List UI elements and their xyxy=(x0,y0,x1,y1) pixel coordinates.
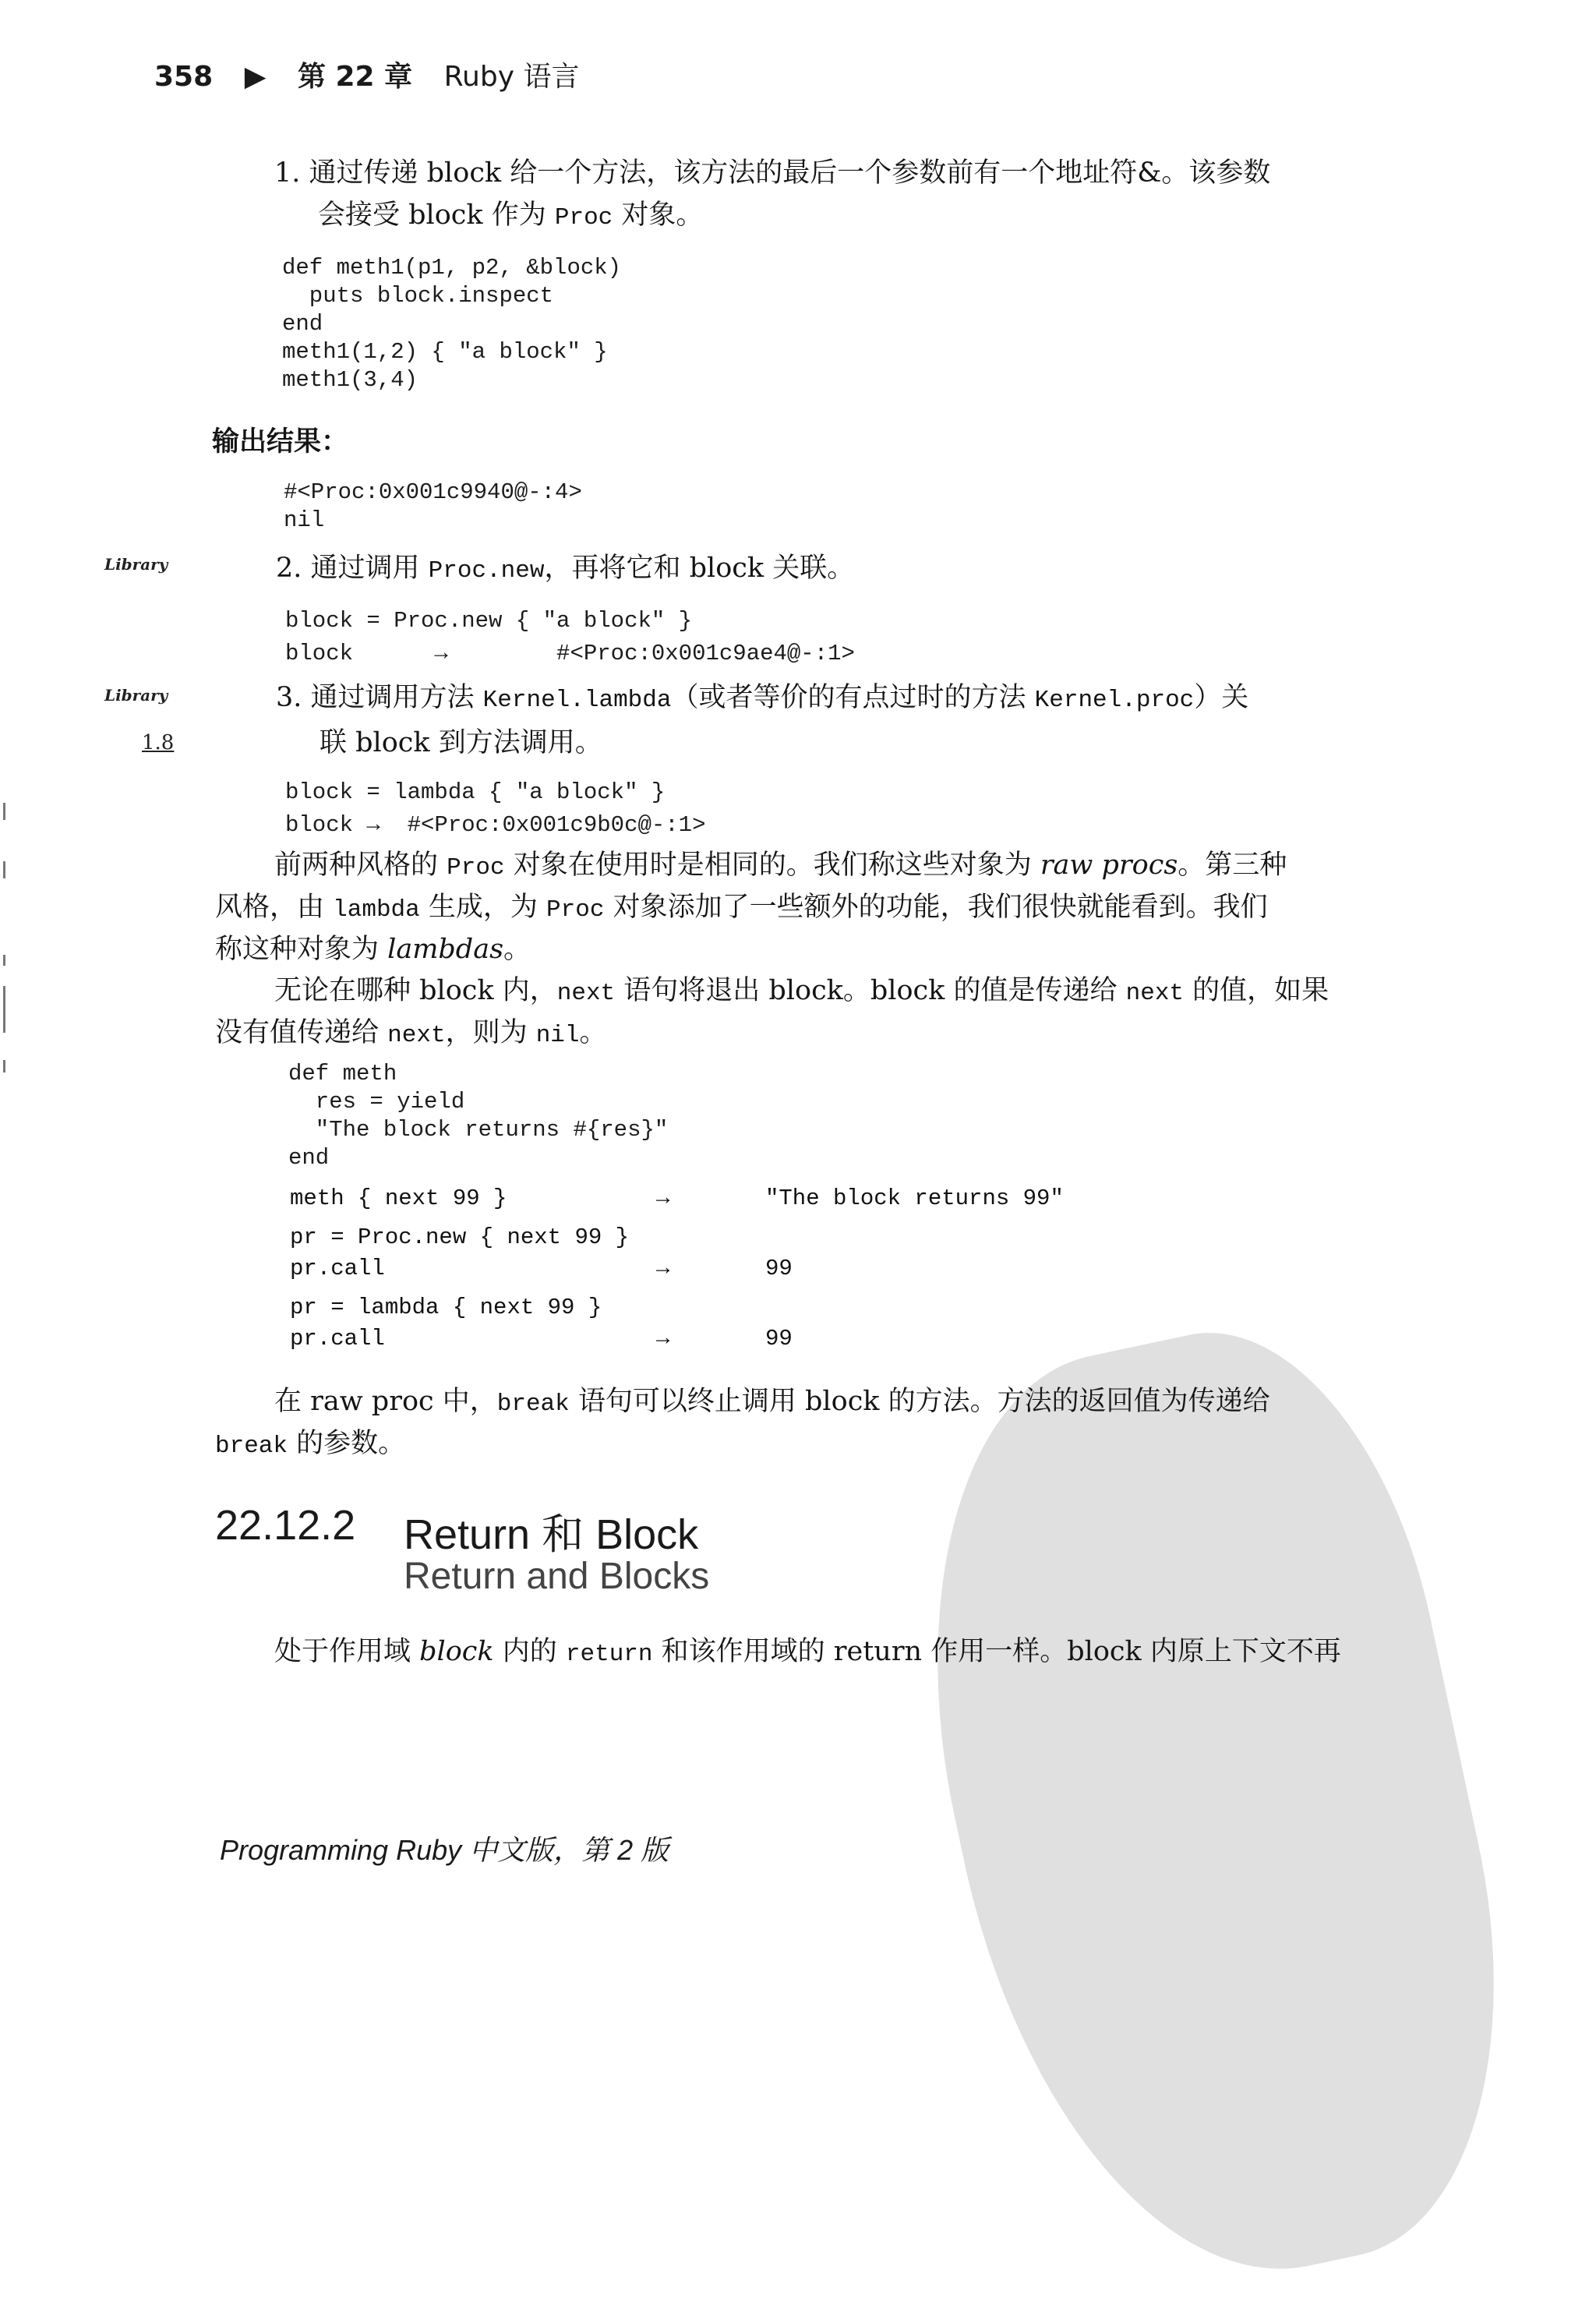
chapter-label: 第 22 章 xyxy=(297,61,413,93)
paragraph-proc-styles: 前两种风格的 Proc 对象在使用时是相同的。我们称这些对象为 raw procs。第三种 风格，由 lambda 生成，为 Proc 对象添加了一些额外的功能，我们很快就能看到。我们 称这种对象为 lambdas。 xyxy=(215,850,1287,965)
arrow-icon: ▶ xyxy=(244,61,267,93)
page-number: 358 xyxy=(154,61,214,93)
code-row: pr.call → 99 xyxy=(290,1326,793,1352)
list-item-1-line1: 1. 通过传递 block 给一个方法，该方法的最后一个参数前有一个地址符&。该参数 xyxy=(274,157,1271,189)
inline-code: Kernel.proc xyxy=(1034,687,1195,714)
list-item-1 xyxy=(274,152,1350,239)
code-block-meth: def meth res = yield "The block returns #{res}" end xyxy=(288,1061,669,1171)
code-block-output: #<Proc:0x001c9940@-:4> nil xyxy=(284,479,582,533)
code-row: pr = lambda { next 99 } xyxy=(290,1295,602,1320)
inline-code: Kernel.lambda xyxy=(482,687,672,714)
code-row: meth { next 99 } → "The block returns 99" xyxy=(290,1186,1064,1211)
chapter-title: Ruby 语言 xyxy=(443,61,580,93)
page-header xyxy=(154,55,601,94)
section-title: Return 和 Block xyxy=(404,1511,699,1558)
scan-mark xyxy=(3,861,5,878)
list-item-3-line2: 联 block 到方法调用。 xyxy=(320,727,602,758)
inline-code: Proc.new xyxy=(428,557,545,585)
output-label: 输出结果： xyxy=(212,426,349,458)
list-item-1-line2: 会接受 block 作为 Proc 对象。 xyxy=(318,200,704,231)
section-subtitle: Return and Blocks xyxy=(404,1556,710,1597)
code-results-table xyxy=(290,1183,1064,1355)
code-block-proc-new: block = Proc.new { "a block" } block → #<Proc:0x001c9ae4@-:1> xyxy=(285,608,855,666)
scan-mark xyxy=(3,803,5,820)
margin-version-note: 1.8 xyxy=(142,731,175,754)
list-item-3-line1: 3. 通过调用方法 Kernel.lambda（或者等价的有点过时的方法 Kernel.proc）关 xyxy=(276,682,1249,714)
paragraph-return: 处于作用域 block 内的 return 和该作用域的 return 作用一样。block 内原上下文不再 xyxy=(274,1636,1341,1668)
scan-mark xyxy=(3,1060,5,1072)
inline-code: Proc xyxy=(554,204,613,231)
section-number: 22.12.2 xyxy=(215,1502,356,1549)
margin-library-note: Library xyxy=(104,555,168,574)
code-row: pr.call → 99 xyxy=(290,1256,793,1281)
code-block-lambda: block = lambda { "a block" } block → #<Proc:0x001c9b0c@-:1> xyxy=(285,779,706,838)
scan-mark xyxy=(3,986,5,1033)
paragraph-break: 在 raw proc 中，break 语句可以终止调用 block 的方法。方法的返回值为传递给 break 的参数。 xyxy=(215,1386,1270,1460)
scan-mark xyxy=(3,955,5,966)
list-item-3 xyxy=(276,677,1351,764)
code-row: pr = Proc.new { next 99 } xyxy=(290,1224,630,1250)
page-footer: Programming Ruby 中文版，第 2 版 xyxy=(220,1834,669,1866)
code-block-meth1: def meth1(p1, p2, &block) puts block.inspect end meth1(1,2) { "a block" } meth1(3,4) xyxy=(282,255,622,393)
paragraph-next: 无论在哪种 block 内，next 语句将退出 block。block 的值是传递给 next 的值，如果 没有值传递给 next，则为 nil。 xyxy=(215,975,1329,1049)
list-item-2: 2. 通过调用 Proc.new，再将它和 block 关联。 xyxy=(276,553,855,585)
margin-library-note: Library xyxy=(104,686,168,705)
